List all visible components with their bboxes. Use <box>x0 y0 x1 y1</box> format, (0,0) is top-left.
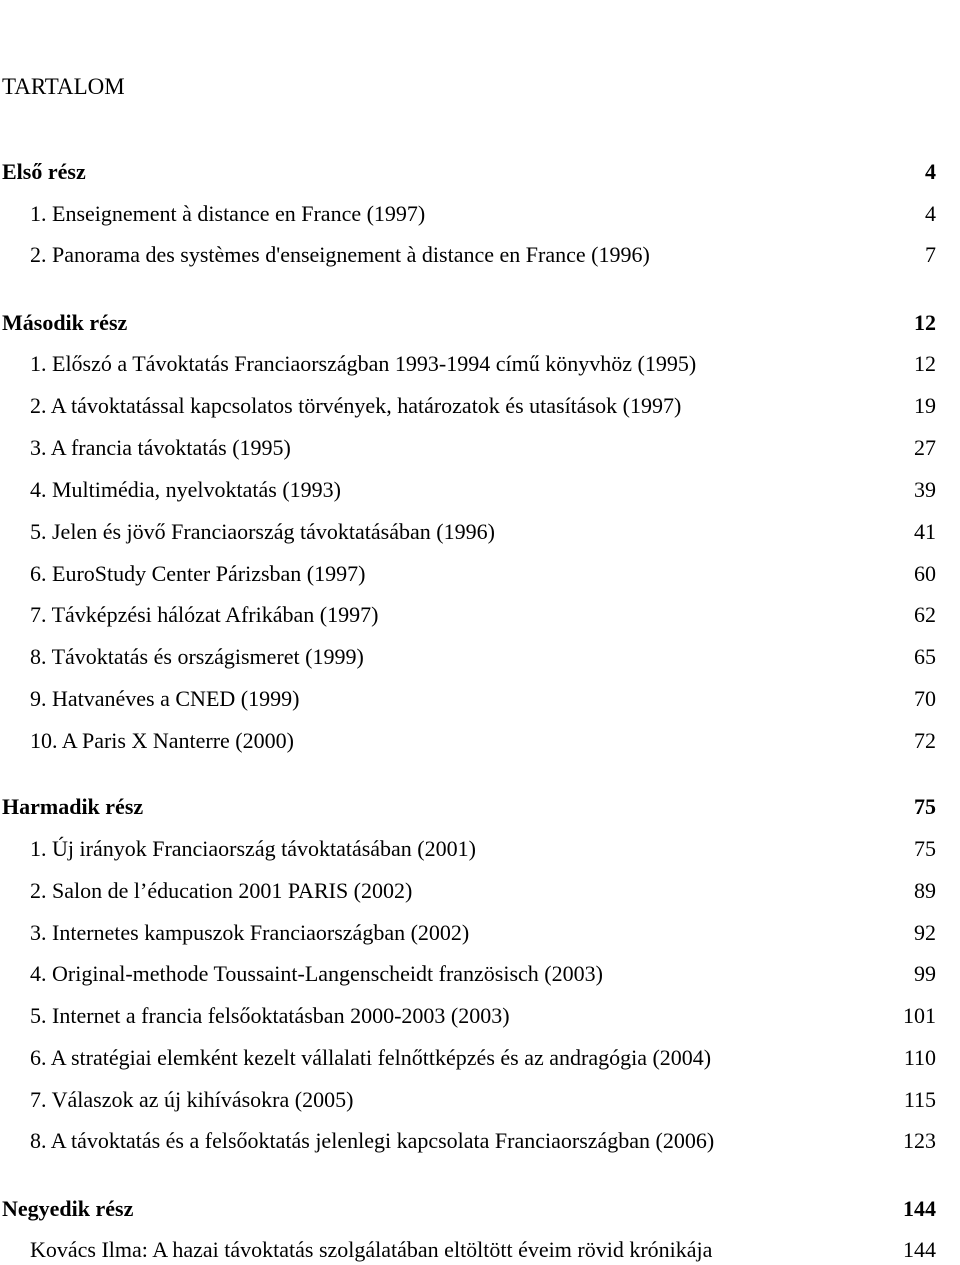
toc-item-label: 1. Előszó a Távoktatás Franciaországban 1993-1994 című könyvhöz (1995) <box>30 351 697 376</box>
toc-item-page: 70 <box>914 686 936 711</box>
toc-item <box>2 1001 936 1031</box>
toc-item-label: 2. Panorama des systèmes d'enseignement à distance en France (1996) <box>30 242 650 267</box>
toc-item-label: 4. Original-methode Toussaint-Langenscheidt französisch (2003) <box>30 961 603 986</box>
toc-item <box>2 876 936 906</box>
toc-item-label: 9. Hatvanéves a CNED (1999) <box>30 686 300 711</box>
part-page-number: 4 <box>925 159 936 184</box>
toc-item-page: 92 <box>914 920 936 945</box>
toc-item <box>2 1235 936 1265</box>
toc-item-page: 75 <box>914 836 936 861</box>
toc-item <box>2 1126 936 1156</box>
toc-item-page: 39 <box>914 477 936 502</box>
part-label: Második rész <box>2 310 128 335</box>
toc-item-page: 89 <box>914 878 936 903</box>
toc-item-label: 3. A francia távoktatás (1995) <box>30 435 291 460</box>
toc-item-page: 72 <box>914 728 936 753</box>
toc-item <box>2 349 936 379</box>
toc-item-page: 99 <box>914 961 936 986</box>
toc-item <box>2 517 936 547</box>
toc-item <box>2 918 936 948</box>
toc-item-page: 7 <box>925 242 936 267</box>
toc-item-page: 144 <box>903 1237 936 1262</box>
toc-item-page: 115 <box>903 1087 936 1112</box>
toc-item <box>2 1085 936 1115</box>
part-heading <box>2 1194 936 1224</box>
part-label: Negyedik rész <box>2 1196 134 1221</box>
toc-item-page: 12 <box>914 351 936 376</box>
toc-item-page: 41 <box>914 519 936 544</box>
toc-item-label: 2. A távoktatással kapcsolatos törvények, határozatok és utasítások (1997) <box>30 393 682 418</box>
toc-item-label: 3. Internetes kampuszok Franciaországban (2002) <box>30 920 470 945</box>
toc-item <box>2 600 936 630</box>
part-label: Harmadik rész <box>2 794 144 819</box>
toc-title: TARTALOM <box>2 74 125 99</box>
toc-item <box>2 433 936 463</box>
toc-item <box>2 642 936 672</box>
toc-item-label: 5. Internet a francia felsőoktatásban 2000-2003 (2003) <box>30 1003 510 1028</box>
toc-item-page: 62 <box>914 602 936 627</box>
toc-item <box>2 391 936 421</box>
toc-item-label: Kovács Ilma: A hazai távoktatás szolgálatában eltöltött éveim rövid krónikája <box>30 1237 713 1262</box>
part-page-number: 75 <box>914 794 936 819</box>
toc-item <box>2 559 936 589</box>
toc-item-label: 10. A Paris X Nanterre (2000) <box>30 728 294 753</box>
part-page-number: 144 <box>903 1196 936 1221</box>
part-label: Első rész <box>2 159 86 184</box>
toc-item-page: 60 <box>914 561 936 586</box>
toc-item-label: 6. A stratégiai elemként kezelt vállalati felnőttképzés és az andragógia (2004) <box>30 1045 712 1070</box>
toc-item-label: 5. Jelen és jövő Franciaország távoktatásában (1996) <box>30 519 495 544</box>
toc-item <box>2 475 936 505</box>
toc-item-page: 19 <box>914 393 936 418</box>
toc-item <box>2 1043 936 1073</box>
part-heading <box>2 157 936 187</box>
toc-item-page: 123 <box>903 1128 936 1153</box>
toc-item-label: 7. Távképzési hálózat Afrikában (1997) <box>30 602 379 627</box>
toc-item <box>2 959 936 989</box>
toc-item-page: 65 <box>914 644 936 669</box>
toc-item-page: 4 <box>925 201 936 226</box>
toc-item-label: 6. EuroStudy Center Párizsban (1997) <box>30 561 366 586</box>
toc-item-label: 1. Új irányok Franciaország távoktatásában (2001) <box>30 836 476 861</box>
toc-item <box>2 199 936 229</box>
toc-item-label: 8. A távoktatás és a felsőoktatás jelenlegi kapcsolata Franciaországban (2006) <box>30 1128 715 1153</box>
toc-item <box>2 240 936 270</box>
part-heading <box>2 308 936 338</box>
part-heading <box>2 792 936 822</box>
toc-item-label: 1. Enseignement à distance en France (1997) <box>30 201 426 226</box>
toc-item-label: 2. Salon de l’éducation 2001 PARIS (2002) <box>30 878 413 903</box>
toc-item-page: 27 <box>914 435 936 460</box>
toc-item-label: 7. Válaszok az új kihívásokra (2005) <box>30 1087 354 1112</box>
part-page-number: 12 <box>914 310 936 335</box>
toc-item <box>2 726 936 756</box>
toc-item-label: 4. Multimédia, nyelvoktatás (1993) <box>30 477 341 502</box>
toc-item-label: 8. Távoktatás és országismeret (1999) <box>30 644 364 669</box>
toc-item <box>2 834 936 864</box>
toc-item <box>2 684 936 714</box>
toc-item-page: 101 <box>903 1003 936 1028</box>
toc-item-page: 110 <box>903 1045 936 1070</box>
